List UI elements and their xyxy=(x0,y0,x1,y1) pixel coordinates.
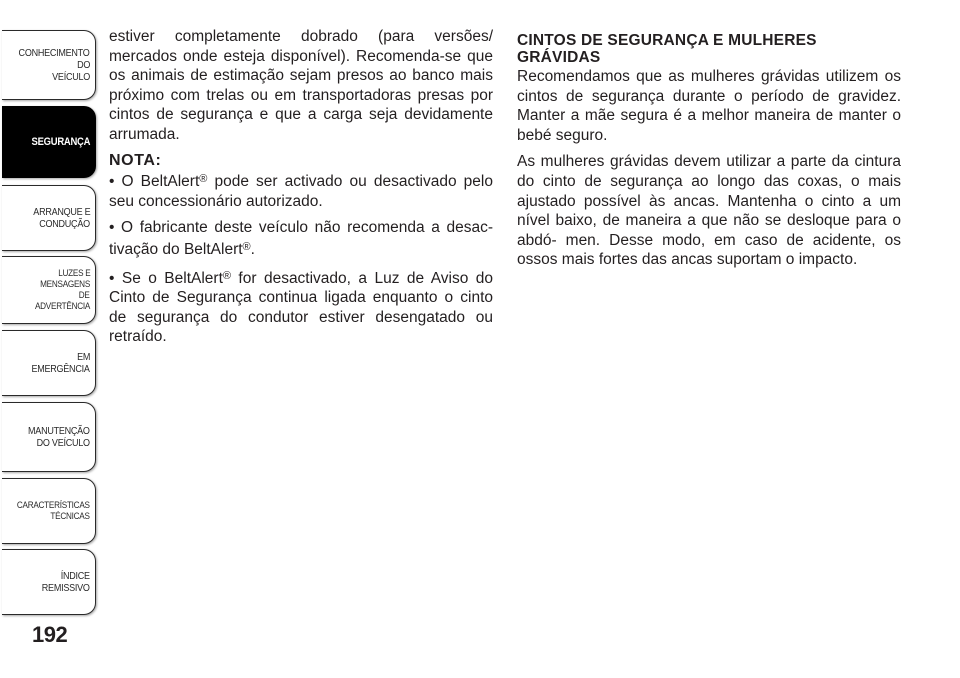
section-title: CINTOS DE SEGURANÇA E MULHERES GRÁVIDAS xyxy=(517,32,817,66)
tab-label-line: TÉCNICAS xyxy=(50,511,90,522)
tab-conhecimento-do-veiculo[interactable] xyxy=(2,30,96,100)
registered-mark: ® xyxy=(242,240,251,253)
note-bullet-2-text-b: . xyxy=(250,240,255,258)
tab-label-line: DO VEÍCULO xyxy=(36,437,90,449)
note-heading: NOTA: xyxy=(109,151,162,169)
tab-label-line: CARACTERÍSTICAS xyxy=(17,500,90,511)
tab-caracteristicas-tecnicas[interactable] xyxy=(2,478,96,544)
registered-mark: ® xyxy=(199,173,208,186)
tab-label-line: CONDUÇÃO xyxy=(39,218,90,230)
tab-label-line: DE xyxy=(79,290,90,301)
pregnancy-paragraph-2: As mulheres grávidas devem utilizar a parte da cintura do cinto de segurança ao longo das coxas, o mais ajustado possível às ancas. Mantenha o cinto a um nível baixo, de maneira a que não se desloque para o abdó- men. Desse modo, em caso de acidente, os ossos mais fortes das ancas suportam o impacto. xyxy=(517,153,901,269)
tab-label-line: EM xyxy=(76,351,90,363)
tab-label-line: DO xyxy=(76,59,90,71)
note-bullet-1-text-a: • O BeltAlert xyxy=(109,173,200,191)
tab-label-line: LUZES E xyxy=(57,268,90,279)
note-bullet-3 xyxy=(109,267,493,347)
page-number: 192 xyxy=(32,622,68,647)
tab-label-line: VEÍCULO xyxy=(52,71,90,83)
tab-indice-remissivo[interactable] xyxy=(2,549,96,615)
tab-label-line: CONHECIMENTO xyxy=(19,47,90,59)
tab-manutencao-do-veiculo[interactable] xyxy=(2,402,96,472)
tab-arranque-e-conducao[interactable] xyxy=(2,185,96,251)
note-bullet-1-text-b: pode ser activado ou desactivado pelo seu concessionário autorizado. xyxy=(109,173,493,210)
tab-luzes-e-mensagens[interactable] xyxy=(2,256,96,324)
tab-em-emergencia[interactable] xyxy=(2,330,96,396)
note-bullet-1 xyxy=(109,170,493,211)
tab-label-line: SEGURANÇA xyxy=(31,136,90,148)
tab-label-line: EMERGÊNCIA xyxy=(31,363,90,375)
tab-label-line: MENSAGENS xyxy=(40,279,90,290)
right-column xyxy=(517,27,901,277)
pregnancy-paragraph-1: Recomendamos que as mulheres grávidas utilizem os cintos de segurança durante o período de gravidez. Manter a mãe segura é a melhor maneira de manter o bebé seguro. xyxy=(517,68,901,144)
chapter-tabs xyxy=(0,0,100,640)
tab-label-line: MANUTENÇÃO xyxy=(28,425,90,437)
registered-mark: ® xyxy=(222,269,231,282)
tab-label-line: ÍNDICE xyxy=(60,570,90,582)
note-bullet-2-text-a: • O fabricante deste veículo não recomenda a desac- tivação do BeltAlert xyxy=(109,219,493,258)
intro-paragraph: estiver completamente dobrado (para versões/ mercados onde esteja disponível). Recomenda-se que os animais de estimação sejam presos ao banco mais próximo com trelas ou em transportadoras presas por cintos de segurança e que a carga seja devidamente arrumada. xyxy=(109,28,493,143)
note-bullet-3-text-b: for desactivado, a Luz de Aviso do Cinto de Segurança continua ligada enquanto o cinto de segurança do condutor estiver desengatado ou retraído. xyxy=(109,269,493,346)
note-bullet-2 xyxy=(109,218,493,259)
note-bullet-3-text-a: • Se o BeltAlert xyxy=(109,269,223,287)
tab-label-line: REMISSIVO xyxy=(42,582,90,594)
left-column xyxy=(109,27,493,354)
tab-label-line: ADVERTÊNCIA xyxy=(34,301,90,312)
tab-label-line: ARRANQUE E xyxy=(32,206,90,218)
tab-seguranca[interactable] xyxy=(2,106,96,178)
